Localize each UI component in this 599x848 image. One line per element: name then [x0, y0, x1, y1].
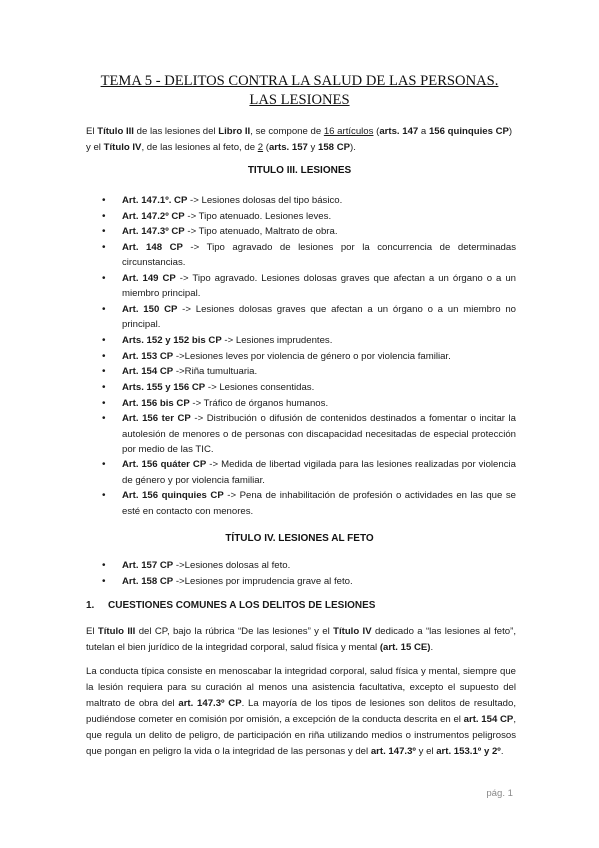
para-text: , que regula un delito de peligro, de participación en riña utilizando medios o instrumentos peligrosos que pongan en peligro la vida o la integridad de las personas y del: [86, 714, 516, 757]
list-item: [86, 574, 516, 589]
intro-underline: 16 artículos: [323, 126, 374, 137]
para-bold: Título III: [97, 626, 136, 637]
heading-text: CUESTIONES COMUNES A LOS DELITOS DE LESIONES: [108, 600, 376, 611]
para-text: dedicado a “las lesiones al feto”, tutelan el bien jurídico de la integridad corporal, salud física y mental: [86, 626, 516, 653]
para-bold: art. 147.3º: [370, 746, 416, 757]
titulo-iv-list: [86, 558, 516, 589]
section-heading-titulo-iv: TÍTULO IV. LESIONES AL FETO: [225, 533, 374, 544]
article-ref: Art. 147.2º CP: [122, 210, 185, 222]
article-desc: -> Pena de inhabilitación de profesión o actividades en las que se esté en contacto con menores.: [122, 490, 516, 517]
list-item: [86, 558, 516, 573]
article-desc: -> Lesiones dolosas graves que afectan a un órgano o a un miembro no principal.: [122, 303, 516, 331]
para-text: .: [430, 642, 434, 653]
intro-text: a: [418, 126, 429, 137]
article-ref: Art. 147.3º CP: [122, 226, 185, 238]
intro-text: , de las lesiones al feto, de: [141, 142, 258, 153]
list-item: [86, 209, 516, 224]
page-title: [40, 72, 559, 110]
list-item: [86, 488, 516, 518]
title-line-2: LAS LESIONES: [249, 92, 350, 108]
intro-bold: arts. 157: [268, 142, 308, 153]
article-desc: ->Riña tumultuaria.: [173, 366, 258, 378]
para-text: .: [500, 746, 504, 757]
para-bold: art. 154 CP: [463, 714, 514, 725]
list-item: [86, 193, 516, 208]
para-bold: art. 153.1º y 2º: [436, 746, 501, 757]
intro-bold: Título IV: [103, 142, 142, 153]
article-desc: ->Lesiones leves por violencia de género o por violencia familiar.: [173, 350, 451, 362]
intro-bold: 156 quinquies CP: [428, 126, 509, 137]
section-heading-titulo-iii: TITULO III. LESIONES: [247, 165, 352, 176]
heading-number: 1.: [86, 600, 95, 611]
article-ref: Art. 157 CP: [122, 560, 174, 571]
list-item: [86, 396, 516, 411]
para-bold: art. 147.3º CP: [178, 698, 242, 709]
list-item: [86, 349, 516, 364]
list-item: [86, 364, 516, 379]
para-text: del CP, bajo la rúbrica “De las lesiones” y el: [135, 626, 334, 637]
article-desc: ->Lesiones por imprudencia grave al feto.: [173, 575, 353, 587]
page-number: pág. 1: [486, 788, 513, 799]
intro-text: ).: [350, 142, 356, 153]
list-item: [86, 240, 516, 270]
paragraph-1: [86, 624, 516, 656]
article-desc: -> Lesiones consentidas.: [205, 381, 315, 393]
article-desc: -> Lesiones imprudentes.: [221, 334, 333, 346]
article-ref: Art. 156 ter CP: [122, 413, 191, 425]
intro-text: de las lesiones del: [133, 126, 219, 137]
intro-text: (: [373, 126, 380, 137]
article-desc: -> Medida de libertad vigilada para las lesiones realizadas por violencia de género y por violencia familiar.: [122, 459, 516, 486]
article-ref: Arts. 155 y 156 CP: [122, 381, 206, 393]
article-desc: -> Distribución o difusión de contenidos destinados a fomentar o incitar la autolesión de menores o de personas con discapacidad necesitadas de especial protección por medio de las TIC.: [122, 413, 517, 455]
article-ref: Art. 154 CP: [122, 366, 174, 378]
titulo-iii-list: [86, 193, 516, 519]
list-item: [86, 224, 516, 239]
intro-bold: Título III: [97, 126, 134, 137]
intro-text: ) y el: [86, 126, 513, 153]
article-desc: ->Lesiones dolosas al feto.: [173, 560, 291, 571]
article-desc: -> Tipo atenuado, Maltrato de obra.: [184, 226, 338, 238]
para-text: La conducta típica consiste en menoscabar la integridad corporal, salud física y mental, siempre que la lesión requiera para su curación al menos una asistencia facultativa, excepto el supuesto del maltrato de obra del: [86, 666, 516, 709]
article-desc: -> Tipo atenuado. Lesiones leves.: [184, 210, 332, 222]
intro-underline: 2: [257, 142, 264, 153]
title-line-1: TEMA 5 - DELITOS CONTRA LA SALUD DE LAS PERSONAS.: [100, 73, 499, 89]
intro-bold: arts. 147: [379, 126, 419, 137]
article-ref: Art. 156 quáter CP: [122, 459, 207, 471]
article-desc: -> Tipo agravado. Lesiones dolosas graves que afectan a un órgano o a un miembro principal.: [122, 273, 517, 300]
article-desc: -> Lesiones dolosas del tipo básico.: [187, 195, 343, 206]
list-item: [86, 411, 516, 457]
para-text: . La mayoría de los tipos de lesiones son delitos de resultado, pudiéndose cometer en comisión por omisión, a excepción de la conducta descrita en el: [86, 698, 516, 725]
article-ref: Art. 156 quinquies CP: [122, 490, 224, 502]
section-heading-cuestiones: [86, 600, 516, 611]
list-item: [86, 380, 516, 395]
intro-text: , se compone de: [250, 126, 324, 137]
list-item: [86, 271, 516, 301]
article-ref: Art. 147.1º. CP: [122, 195, 188, 206]
article-ref: Art. 149 CP: [122, 273, 176, 285]
intro-paragraph: [86, 124, 516, 156]
intro-text: (: [263, 142, 269, 153]
list-item: [86, 457, 516, 487]
intro-text: El: [86, 126, 98, 137]
article-desc: -> Tráfico de órganos humanos.: [189, 397, 329, 409]
article-ref: Art. 148 CP: [122, 242, 183, 254]
article-desc: -> Tipo agravado de lesiones por la concurrencia de determinadas circunstancias.: [122, 242, 516, 269]
article-ref: Arts. 152 y 152 bis CP: [122, 334, 222, 346]
list-item: [86, 302, 516, 332]
intro-bold: Libro II: [218, 126, 251, 137]
list-item: [86, 333, 516, 348]
article-ref: Art. 153 CP: [122, 350, 174, 362]
intro-bold: 158 CP: [318, 142, 351, 153]
para-bold: (art. 15 CE): [379, 642, 431, 653]
article-ref: Art. 156 bis CP: [122, 397, 190, 409]
intro-text: y: [307, 142, 319, 153]
article-ref: Art. 158 CP: [122, 575, 174, 587]
para-text: El: [86, 626, 98, 637]
para-bold: Título IV: [333, 626, 372, 637]
paragraph-2: [86, 664, 516, 760]
para-text: y el: [415, 746, 437, 757]
article-ref: Art. 150 CP: [122, 303, 178, 315]
